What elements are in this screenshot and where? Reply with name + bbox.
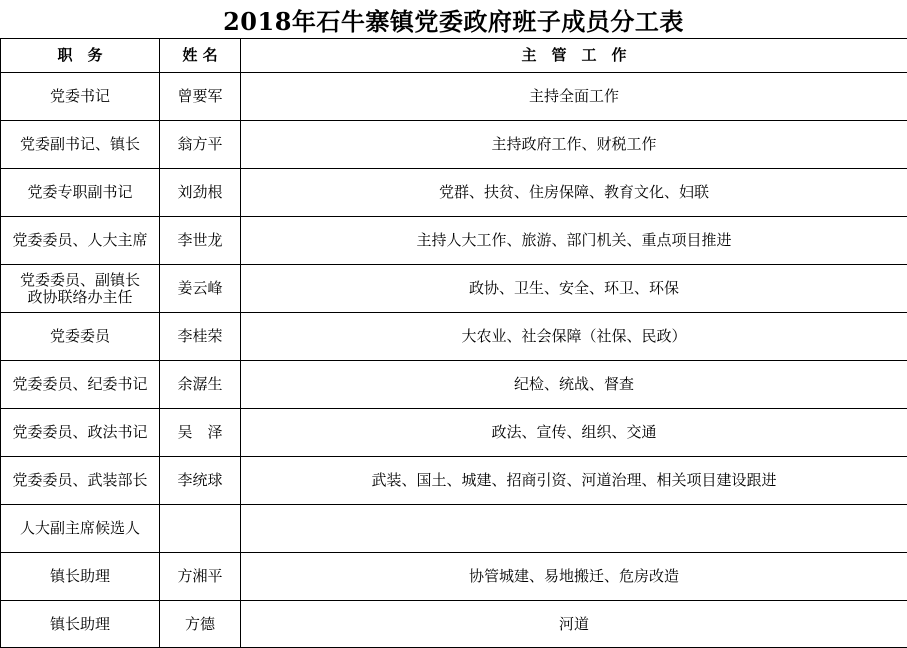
header-duties: 主 管 工 作: [241, 39, 907, 73]
name-cell: 姜云峰: [160, 265, 241, 313]
duties-cell: 主持人大工作、旅游、部门机关、重点项目推进: [241, 217, 907, 265]
name-cell: [160, 505, 241, 553]
table-row: [1, 169, 907, 217]
duties-cell: 政协、卫生、安全、环卫、环保: [241, 265, 907, 313]
table-header-row: [1, 39, 907, 73]
table-row: [1, 457, 907, 505]
name-cell: 方德: [160, 601, 241, 648]
table-row: [1, 409, 907, 457]
position-cell: 党委专职副书记: [1, 169, 160, 217]
duties-cell: [241, 505, 907, 553]
header-position: 职 务: [1, 39, 160, 73]
duties-cell: 河道: [241, 601, 907, 648]
position-cell: 党委书记: [1, 73, 160, 121]
table-row: [1, 265, 907, 313]
position-cell: [1, 265, 160, 313]
position-cell: 镇长助理: [1, 553, 160, 601]
table-row: [1, 505, 907, 553]
position-line-1: 党委委员、副镇长: [19, 270, 140, 289]
table-row: [1, 121, 907, 169]
name-cell: 翁方平: [160, 121, 241, 169]
table-row: [1, 73, 907, 121]
name-cell: 刘劲根: [160, 169, 241, 217]
duties-cell: 大农业、社会保障（社保、民政）: [241, 313, 907, 361]
position-cell: 党委委员: [1, 313, 160, 361]
table-row: [1, 553, 907, 601]
position-cell: 镇长助理: [1, 601, 160, 648]
name-cell: 曾要军: [160, 73, 241, 121]
position-cell: 党委委员、人大主席: [1, 217, 160, 265]
position-cell: 党委副书记、镇长: [1, 121, 160, 169]
duties-cell: 政法、宣传、组织、交通: [241, 409, 907, 457]
name-cell: 吴 泽: [160, 409, 241, 457]
duties-cell: 协管城建、易地搬迁、危房改造: [241, 553, 907, 601]
duties-cell: 党群、扶贫、住房保障、教育文化、妇联: [241, 169, 907, 217]
name-cell: 李桂荣: [160, 313, 241, 361]
header-name: 姓 名: [160, 39, 241, 73]
table-row: [1, 601, 907, 648]
duties-cell: 主持政府工作、财税工作: [241, 121, 907, 169]
position-cell: 人大副主席候选人: [1, 505, 160, 553]
duties-cell: 纪检、统战、督查: [241, 361, 907, 409]
position-line-2: 政协联络办主任: [27, 287, 133, 306]
name-cell: 李世龙: [160, 217, 241, 265]
duties-cell: 主持全面工作: [241, 73, 907, 121]
table-row: [1, 313, 907, 361]
assignment-table: [0, 38, 907, 648]
position-cell: 党委委员、政法书记: [1, 409, 160, 457]
duties-cell: 武装、国土、城建、招商引资、河道治理、相关项目建设跟进: [241, 457, 907, 505]
name-cell: 李统球: [160, 457, 241, 505]
table-row: [1, 361, 907, 409]
name-cell: 余潺生: [160, 361, 241, 409]
position-cell: 党委委员、武装部长: [1, 457, 160, 505]
name-cell: 方湘平: [160, 553, 241, 601]
table-row: [1, 217, 907, 265]
document-title: 2018年石牛寨镇党委政府班子成员分工表: [223, 6, 684, 36]
position-cell: 党委委员、纪委书记: [1, 361, 160, 409]
